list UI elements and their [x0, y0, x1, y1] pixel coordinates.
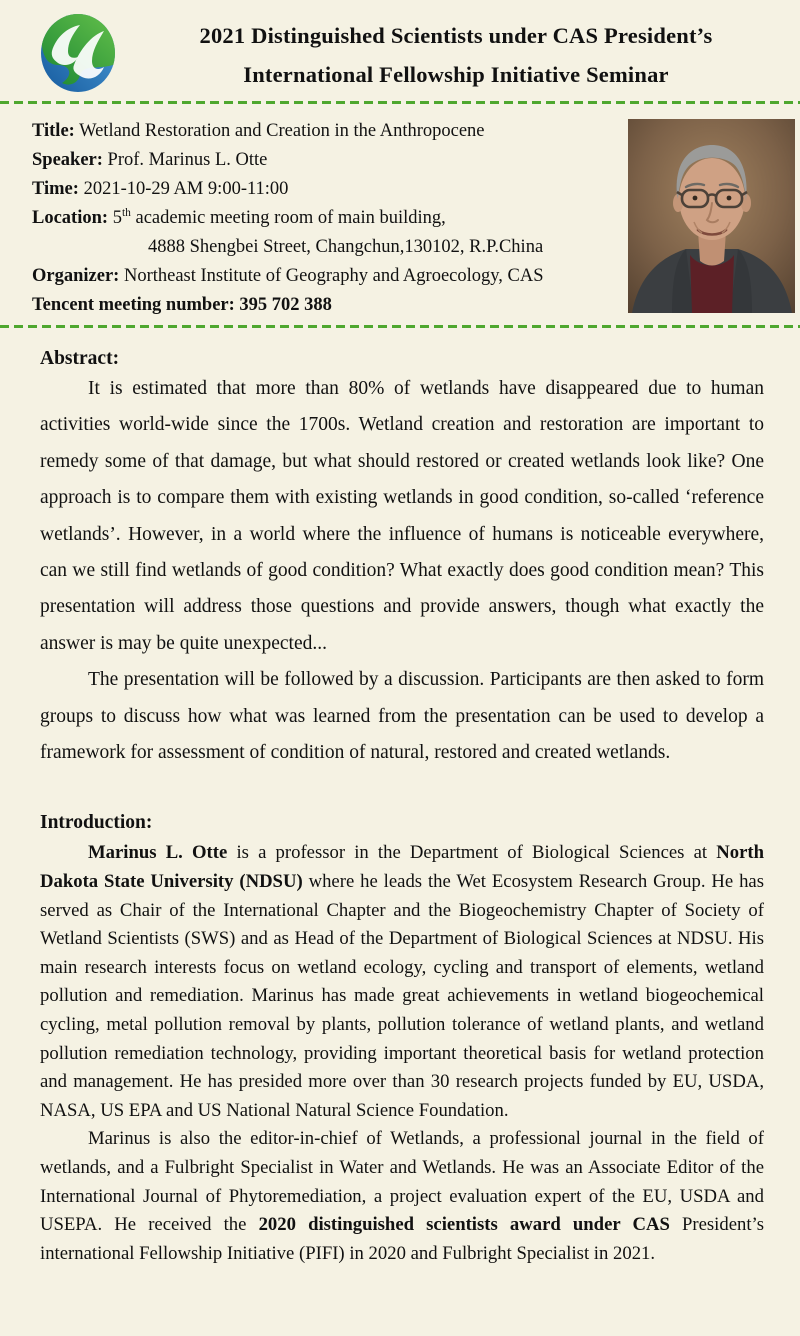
page-title-line1: 2021 Distinguished Scientists under CAS President’s	[199, 23, 713, 48]
dashed-divider-bottom	[0, 325, 800, 328]
seminar-info-block	[0, 104, 800, 325]
info-speaker: Speaker: Prof. Marinus L. Otte	[32, 150, 268, 170]
abstract-heading: Abstract:	[40, 348, 120, 369]
page-title-line2: International Fellowship Initiative Seminar	[243, 62, 669, 87]
abstract-paragraph-2: The presentation will be followed by a discussion. Participants are then asked to form groups to discuss how what was learned from the presentation can be used to develop a framework for assessment of condition of natural, restored and created wetlands.	[40, 669, 764, 764]
abstract-section	[0, 347, 800, 771]
info-organizer: Organizer: Northeast Institute of Geography and Agroecology, CAS	[32, 266, 544, 286]
info-location: Location: 5th academic meeting room of main building,	[32, 206, 446, 228]
seminar-header	[0, 0, 800, 101]
introduction-heading: Introduction:	[40, 812, 153, 834]
abstract-paragraph-1: It is estimated that more than 80% of wetlands have disappeared due to human activities world-wide since the 1700s. Wetland creation and restoration are important to remedy some of that damage, but what should restored or created wetlands look like? One approach is to compare them with existing wetlands in good condition, so-called ‘reference wetlands’. However, in a world where the influence of humans is noticeable everywhere, can we still find wetlands of good condition? What exactly does good condition mean? This presentation will address those questions and provide answers, though what exactly the answer is may be quite unexpected...	[40, 378, 764, 654]
info-title: Title: Wetland Restoration and Creation in the Anthropocene	[32, 121, 485, 141]
institute-globe-logo-icon	[40, 13, 116, 93]
info-location-line2: 4888 Shengbei Street, Changchun,130102, R.P.China	[148, 237, 544, 257]
info-time: Time: 2021-10-29 AM 9:00-11:00	[32, 179, 289, 199]
introduction-paragraph-2: Marinus is also the editor-in-chief of Wetlands, a professional journal in the field of wetlands, and a Fulbright Specialist in Water and Wetlands. He was an Associate Editor of the International Journal of Phytoremediation, a project evaluation expert of the EU, USDA and USEPA. He received the 2020 distinguished scientists award under CAS President’s international Fellowship Initiative (PIFI) in 2020 and Fulbright Specialist in 2021.	[40, 1128, 764, 1264]
introduction-section	[0, 811, 800, 1268]
page-title	[112, 0, 800, 94]
info-tencent-number: Tencent meeting number: 395 702 388	[32, 295, 332, 315]
speaker-portrait-photo	[628, 119, 795, 313]
introduction-paragraph-1: Marinus L. Otte is a professor in the Department of Biological Sciences at North Dakota State University (NDSU) where he leads the Wet Ecosystem Research Group. He has served as Chair of the International Chapter and the Biogeochemistry Chapter of Society of Wetland Scientists (SWS) and as Head of the Department of Biological Sciences at NDSU. His main research interests focus on wetland ecology, cycling and transport of elements, wetland pollution and remediation. Marinus has made great achievements in wetland biogeochemical cycling, metal pollution removal by plants, pollution tolerance of wetland plants, and wetland pollution remediation technology, providing important theoretical basis for wetland protection and management. He has presided more over than 30 research projects funded by EU, USDA, NASA, US EPA and US National Natural Science Foundation.	[40, 842, 765, 1121]
